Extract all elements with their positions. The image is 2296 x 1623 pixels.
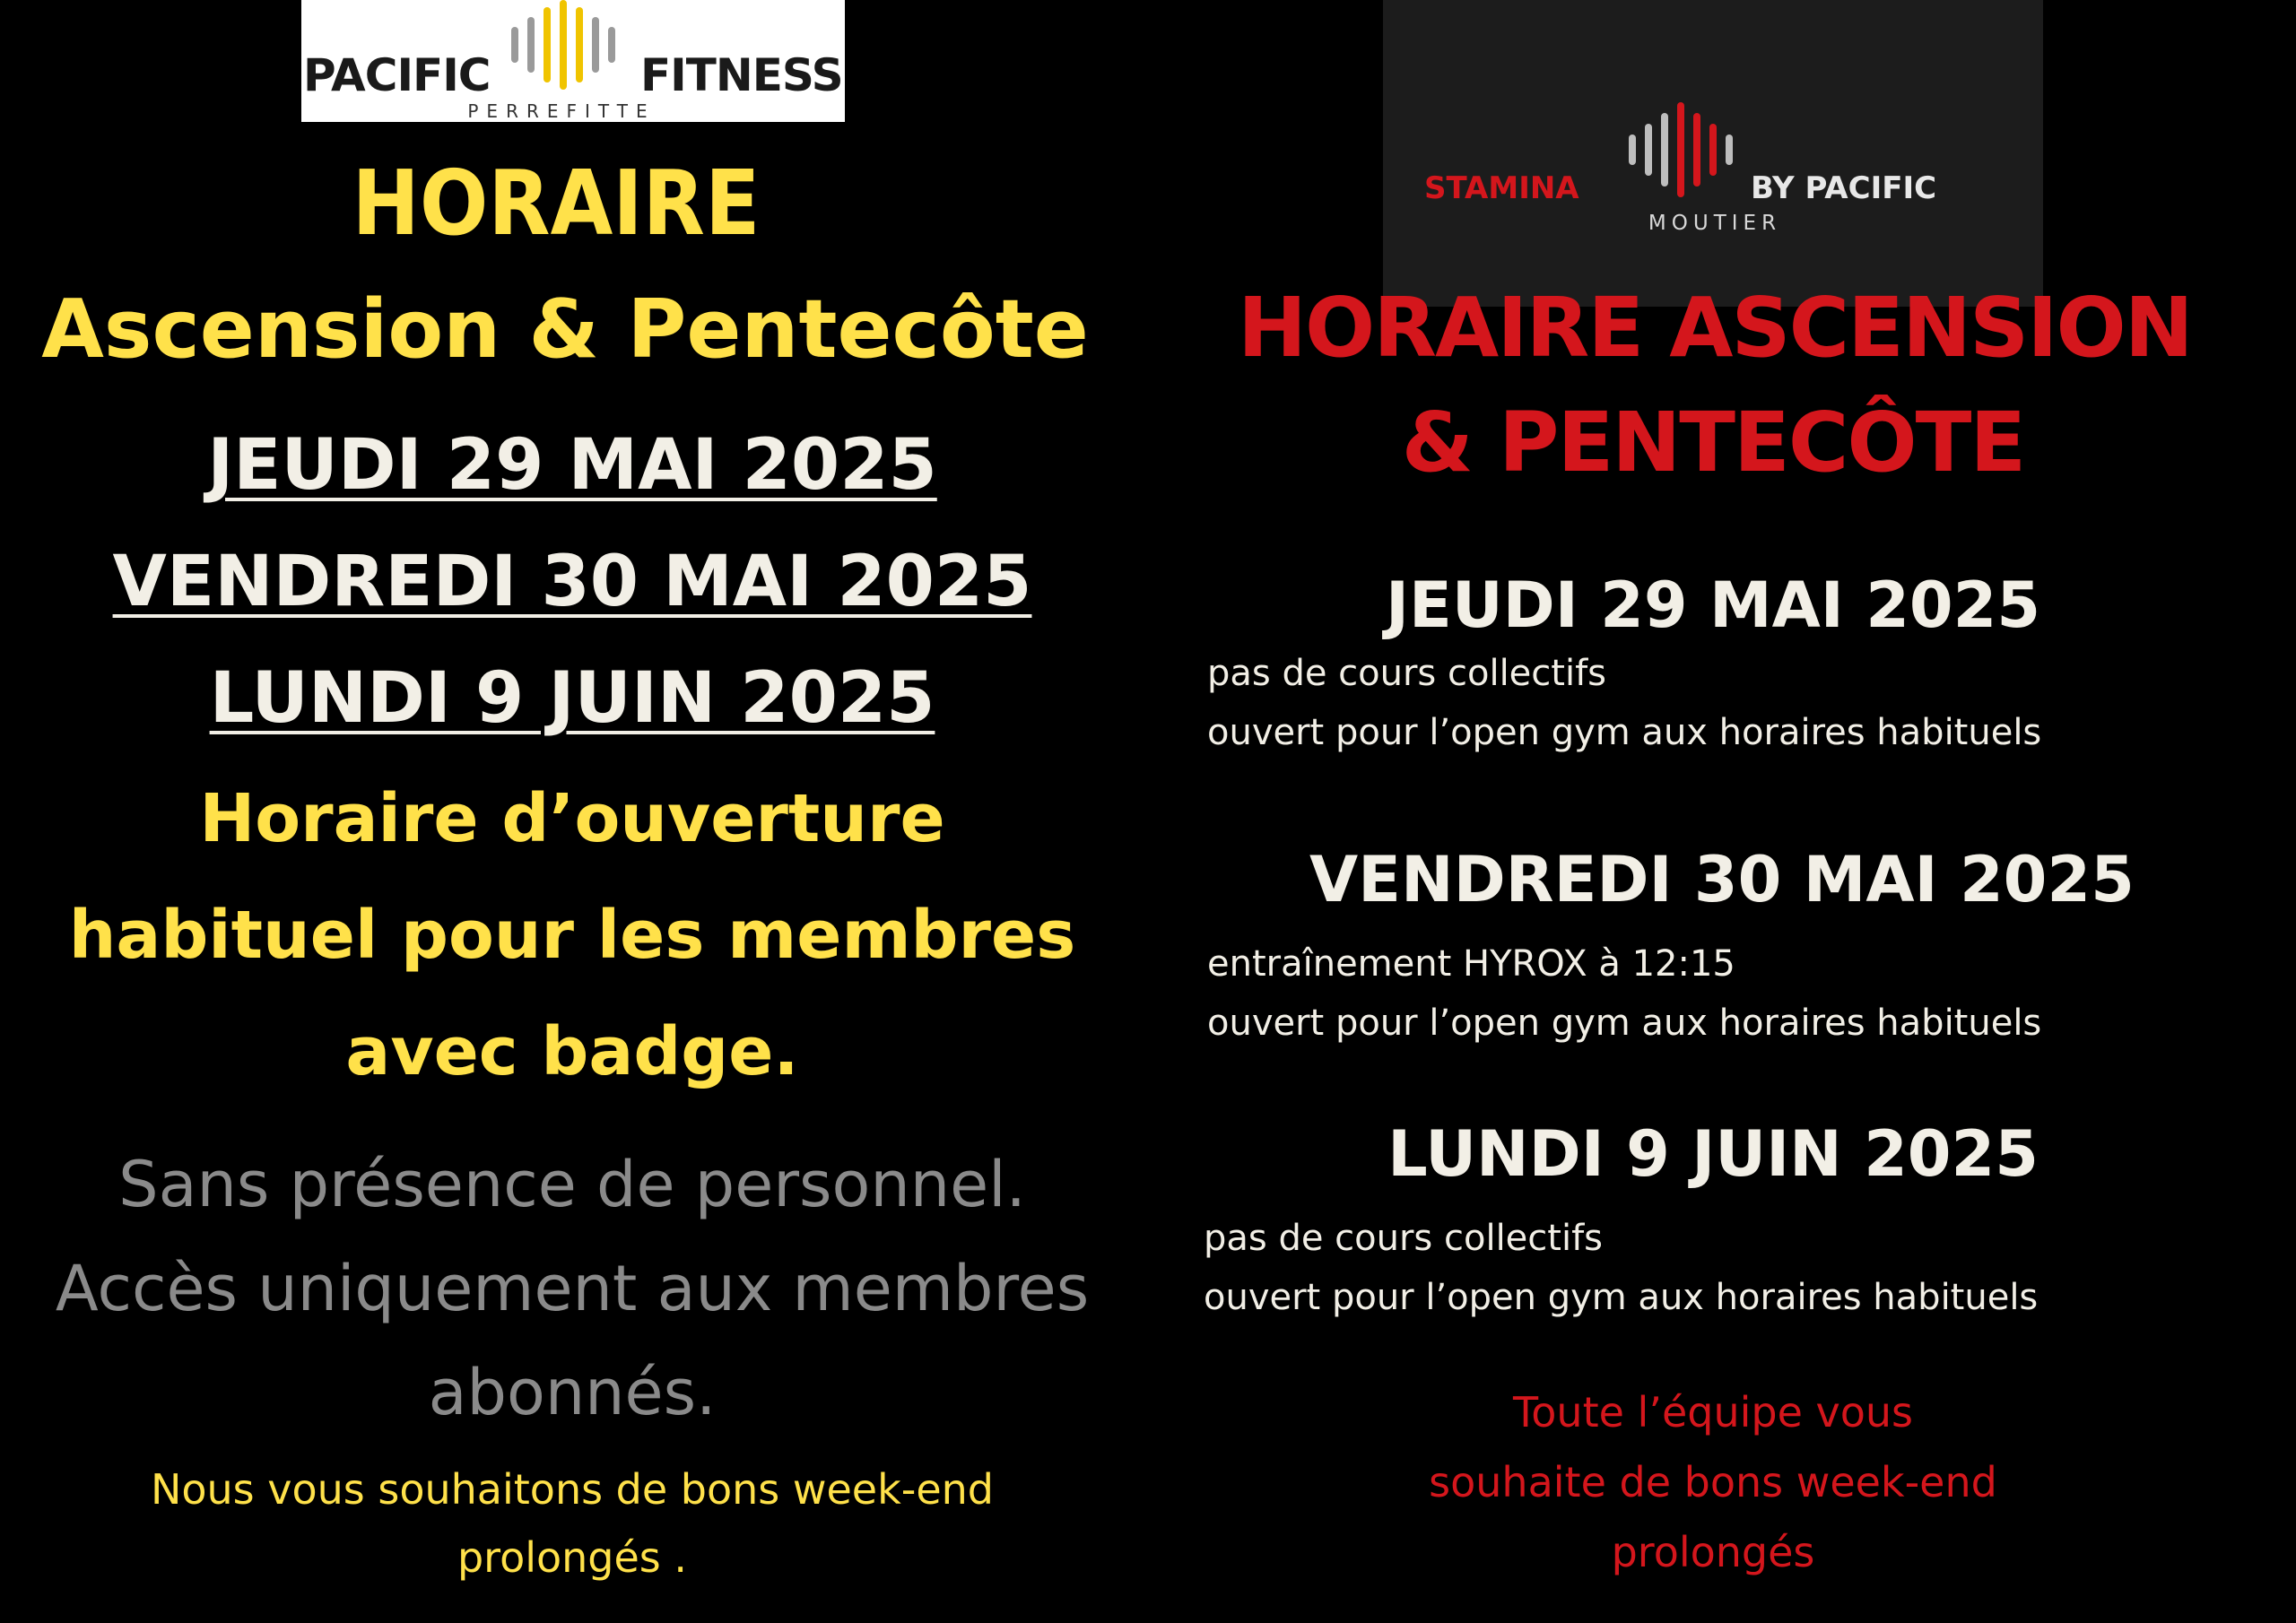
logo-subtitle: PERREFITTE — [467, 100, 656, 122]
logo-word-fitness: FITNESS — [640, 49, 843, 101]
right-day-2-line2: ouvert pour l’open gym aux horaires habituels — [1207, 1002, 2042, 1044]
right-title-line1: HORAIRE ASCENSION — [1238, 280, 2192, 376]
left-date-3: LUNDI 9 JUIN 2025 — [209, 658, 935, 739]
left-notice-line3: abonnés. — [428, 1356, 717, 1429]
right-day-3-line2: ouvert pour l’open gym aux horaires habituels — [1204, 1277, 2039, 1318]
right-wish-line2: souhaite de bons week-end — [1429, 1458, 1997, 1506]
left-notice-line1: Sans présence de personnel. — [118, 1148, 1026, 1221]
left-date-2: VENDREDI 30 MAI 2025 — [112, 542, 1032, 622]
right-wish-line1: Toute l’équipe vous — [1513, 1388, 1913, 1436]
logo-word-by-pacific: BY PACIFIC — [1751, 170, 1937, 206]
pacific-fitness-logo — [301, 0, 845, 122]
right-day-1-line1: pas de cours collectifs — [1207, 653, 1606, 694]
right-day-1-date: JEUDI 29 MAI 2025 — [1385, 568, 2041, 642]
logo-subtitle: MOUTIER — [1648, 212, 1782, 235]
right-day-3-date: LUNDI 9 JUIN 2025 — [1387, 1117, 2039, 1191]
left-date-1: JEUDI 29 MAI 2025 — [207, 425, 937, 506]
left-opening-line2: habituel pour les membres — [68, 897, 1076, 974]
left-title-line2: Ascension & Pentecôte — [41, 282, 1089, 377]
logo-bars-icon — [511, 0, 624, 90]
logo-bars-icon — [1629, 100, 1742, 199]
right-day-2-line1: entraînement HYROX à 12:15 — [1207, 943, 1735, 985]
right-day-2-date: VENDREDI 30 MAI 2025 — [1309, 843, 2135, 916]
left-title-line1: HORAIRE — [352, 151, 761, 256]
stamina-logo — [1383, 0, 2043, 307]
left-wish-line1: Nous vous souhaitons de bons week-end — [150, 1465, 995, 1514]
left-opening-line3: avec badge. — [345, 1013, 799, 1090]
left-wish-line2: prolongés . — [457, 1533, 688, 1582]
right-title-line2: & PENTECÔTE — [1401, 395, 2025, 490]
logo-word-pacific: PACIFIC — [303, 49, 491, 101]
right-day-1-line2: ouvert pour l’open gym aux horaires habituels — [1207, 712, 2042, 753]
right-wish-line3: prolongés — [1611, 1528, 1815, 1576]
left-opening-line1: Horaire d’ouverture — [199, 780, 945, 857]
left-notice-line2: Accès uniquement aux membres — [55, 1252, 1090, 1325]
logo-word-stamina: STAMINA — [1424, 170, 1579, 206]
right-day-3-line1: pas de cours collectifs — [1204, 1218, 1603, 1259]
